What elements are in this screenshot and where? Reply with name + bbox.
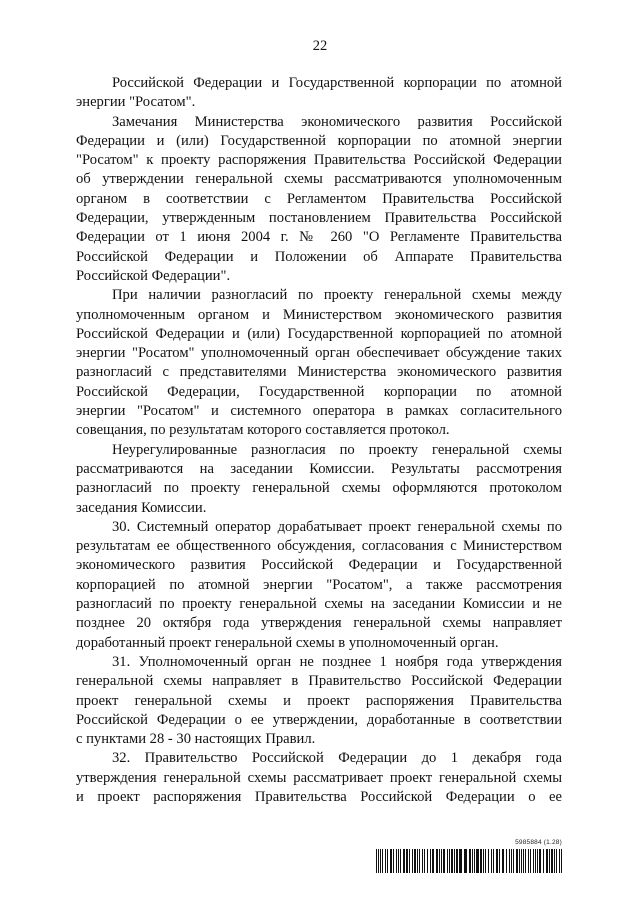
barcode-bar [491, 849, 492, 873]
barcode-bar [387, 849, 388, 873]
barcode-bar [406, 849, 408, 873]
barcode-bar [441, 849, 442, 873]
barcode-bar [454, 849, 455, 873]
barcode-bar [480, 849, 482, 873]
barcode-bar [543, 849, 544, 873]
text-line: 30. Системный оператор дорабатывает проект генеральной схемы по [112, 518, 562, 535]
text-line: разногласий по проекту генеральной схемы на заседании Комиссии и не [76, 596, 562, 613]
text-line: Федерации и (или) Государственной корпорации по атомной энергии [76, 132, 562, 149]
barcode-bar [556, 849, 557, 873]
paragraph [76, 74, 562, 113]
text-line: органом в соответствии с Регламентом Правительства Российской [76, 190, 562, 207]
barcode-bar [472, 849, 473, 873]
barcode-bar [509, 849, 510, 873]
barcode-bar [427, 849, 428, 873]
barcode-bar [419, 849, 420, 873]
barcode-bar [511, 849, 512, 873]
barcode-bar [485, 849, 486, 873]
barcode-bar [403, 849, 405, 873]
barcode-bar [456, 849, 458, 873]
text-line: рассматриваются на заседании Комиссии. Результаты рассмотрения [76, 460, 562, 477]
text-line: Российской Федерации, Государственной корпорации по атомной [76, 383, 562, 400]
text-line: Замечания Министерства экономического развития Российской [112, 113, 562, 130]
barcode-bar [378, 849, 379, 873]
barcode-bar [396, 849, 397, 873]
text-line: Российской Федерации и Положении об Аппарате Правительства [76, 248, 562, 265]
barcode-bar [539, 849, 541, 873]
barcode-bar [519, 849, 520, 873]
page-number: 22 [312, 38, 328, 54]
barcode-bar [376, 849, 377, 873]
paragraph [76, 653, 562, 749]
barcode-bar [554, 849, 555, 873]
document-body [76, 74, 562, 807]
text-line: генеральной схемы направляет в Правительство Российской Федерации [76, 673, 562, 690]
paragraph [76, 749, 562, 807]
text-line: Неурегулированные разногласия по проекту генеральной схемы [112, 441, 562, 458]
text-line: корпорацией по атомной энергии "Росатом", а также рассмотрения [76, 576, 562, 593]
barcode-bar [385, 849, 386, 873]
paragraph [76, 441, 562, 518]
barcode-bar [382, 849, 383, 873]
text-line: Российской Федерации". [76, 267, 231, 284]
document-barcode [372, 839, 562, 873]
text-line: энергии "Росатом". [76, 94, 196, 111]
text-line: "Росатом" к проекту распоряжения Правительства Российской Федерации [76, 152, 562, 169]
text-line: уполномоченным органом и Министерством экономического развития [76, 306, 562, 323]
text-line: проект генеральной схемы и проект распоряжения Правительства [76, 692, 562, 709]
barcode-bar [488, 849, 489, 873]
text-line: об утверждении генеральной схемы рассматриваются уполномоченным [76, 171, 562, 188]
text-line: результатам ее общественного обсуждения, согласования с Министерством [76, 538, 562, 555]
paragraph [76, 518, 562, 653]
barcode-icon [376, 849, 562, 873]
barcode-bar [439, 849, 440, 873]
barcode-bar [436, 849, 438, 873]
barcode-bar [417, 849, 418, 873]
text-line: позднее 20 октября года утверждения генеральной схемы направляет [76, 615, 562, 632]
barcode-bar [380, 849, 381, 873]
text-line: с пунктами 28 - 30 настоящих Правил. [76, 731, 316, 748]
text-line: и проект распоряжения Правительства Российской Федерации о ее [76, 788, 562, 805]
text-line: Федерации, утвержденным постановлением Правительства Российской [76, 210, 562, 227]
barcode-bar [447, 849, 448, 873]
barcode-bar [499, 849, 500, 873]
barcode-bar [449, 849, 450, 873]
barcode-bar [443, 849, 445, 873]
barcode-bar [469, 849, 471, 873]
text-line: разногласий по проекту генеральной схемы оформляются протоколом [76, 480, 562, 497]
text-line: доработанный проект генеральной схемы в уполномоченный орган. [76, 634, 499, 651]
barcode-bar [537, 849, 538, 873]
text-line: 31. Уполномоченный орган не позднее 1 ноября года утверждения [112, 653, 562, 670]
barcode-bar [551, 849, 553, 873]
text-line: 32. Правительство Российской Федерации до 1 декабря года [112, 750, 562, 767]
barcode-bar [535, 849, 536, 873]
barcode-bar [549, 849, 550, 873]
barcode-bar [424, 849, 425, 873]
text-line: Российской Федерации и (или) Государственной корпорацией по атомной [76, 325, 562, 342]
barcode-bar [474, 849, 475, 873]
text-line: совещания, по результатам которого составляется протокол. [76, 422, 450, 439]
barcode-bar [530, 849, 531, 873]
text-line: разногласий с представителями Министерства экономического развития [76, 364, 562, 381]
text-line: энергии "Росатом" уполномоченный орган обеспечивает обсуждение таких [76, 345, 562, 362]
text-line: Российской Федерации и Государственной корпорации по атомной [112, 75, 562, 91]
barcode-bar [559, 849, 560, 873]
barcode-bar [476, 849, 479, 873]
barcode-bar [432, 849, 434, 873]
barcode-bar [422, 849, 423, 873]
barcode-bar [390, 849, 392, 873]
barcode-bar [430, 849, 431, 873]
barcode-bar [513, 849, 514, 873]
barcode-bar [483, 849, 484, 873]
text-line: энергии "Росатом" и системного оператора в рамках согласительного [76, 403, 562, 420]
text-line: Федерации от 1 июня 2004 г. № 260 "О Регламенте Правительства [76, 229, 562, 246]
barcode-bar [412, 849, 413, 873]
barcode-caption: 5985884 (1.28) [515, 839, 562, 846]
barcode-bar [459, 849, 462, 873]
text-line: При наличии разногласий по проекту генеральной схемы между [112, 287, 562, 304]
text-line: экономического развития Российской Федерации и Государственной [76, 557, 562, 574]
barcode-bar [409, 849, 410, 873]
text-line: утверждения генеральной схемы рассматривает проект генеральной схемы [76, 769, 562, 786]
barcode-bar [546, 849, 548, 873]
barcode-bar [525, 849, 526, 873]
barcode-bar [451, 849, 453, 873]
barcode-bar [561, 849, 562, 873]
paragraph [76, 113, 562, 287]
barcode-bar [400, 849, 401, 873]
barcode-bar [496, 849, 498, 873]
barcode-bar [506, 849, 507, 873]
text-line: заседания Комиссии. [76, 499, 207, 516]
barcode-bar [398, 849, 399, 873]
text-line: Российской Федерации о ее утверждении, доработанные в соответствии [76, 711, 562, 728]
barcode-bar [493, 849, 494, 873]
barcode-bar [523, 849, 524, 873]
barcode-bar [528, 849, 529, 873]
barcode-bar [502, 849, 504, 873]
barcode-bar [464, 849, 467, 873]
paragraph [76, 286, 562, 440]
barcode-bar [533, 849, 534, 873]
barcode-bar [393, 849, 394, 873]
barcode-bar [516, 849, 518, 873]
barcode-bar [414, 849, 416, 873]
barcode-bar [521, 849, 522, 873]
